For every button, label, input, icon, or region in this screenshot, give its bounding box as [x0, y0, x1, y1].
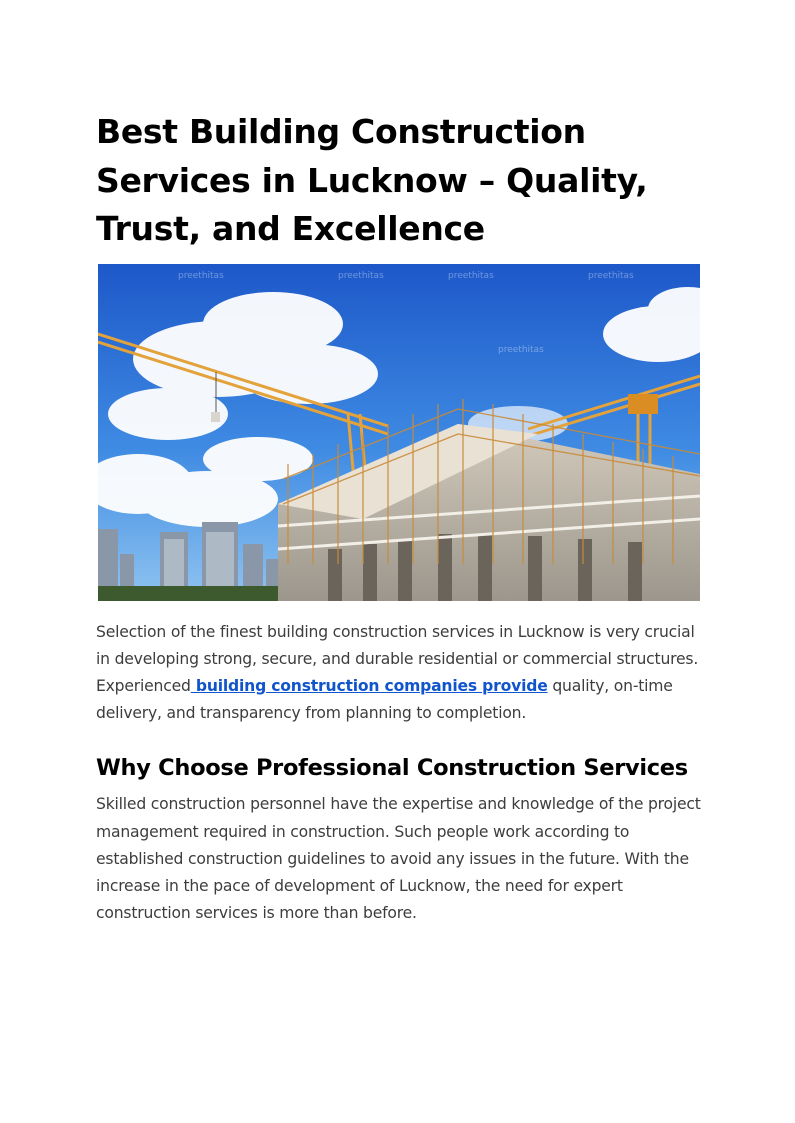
intro-text-after-link: quality, on-time delivery, and transparency from planning to completion.: [96, 676, 673, 723]
svg-text:preethitas: preethitas: [338, 270, 384, 281]
section-paragraph: Skilled construction personnel have the expertise and knowledge of the project management required in construction. Such people work according to established construction guidelines to avoid any issues in the future. With the increase in the pace of development of Lucknow, the need for expert construction services is more than before.: [96, 795, 701, 923]
intro-paragraph: [96, 619, 701, 728]
svg-text:preethitas: preethitas: [498, 344, 544, 355]
article: [96, 108, 701, 927]
section-heading: Why Choose Professional Construction Services: [96, 755, 688, 782]
svg-text:preethitas: preethitas: [448, 270, 494, 281]
hero-image-construction-site: [98, 264, 700, 601]
building-construction-companies-link[interactable]: building construction companies provide: [190, 676, 548, 695]
svg-text:preethitas: preethitas: [178, 270, 224, 281]
svg-text:preethitas: preethitas: [588, 270, 634, 281]
intro-text-before-link: Selection of the finest building construction services in Lucknow is very crucial in developing strong, secure, and durable residential or commercial structures. Experienced: [96, 622, 699, 695]
article-title: Best Building Construction Services in Lucknow – Quality, Trust, and Excellence: [96, 112, 648, 248]
